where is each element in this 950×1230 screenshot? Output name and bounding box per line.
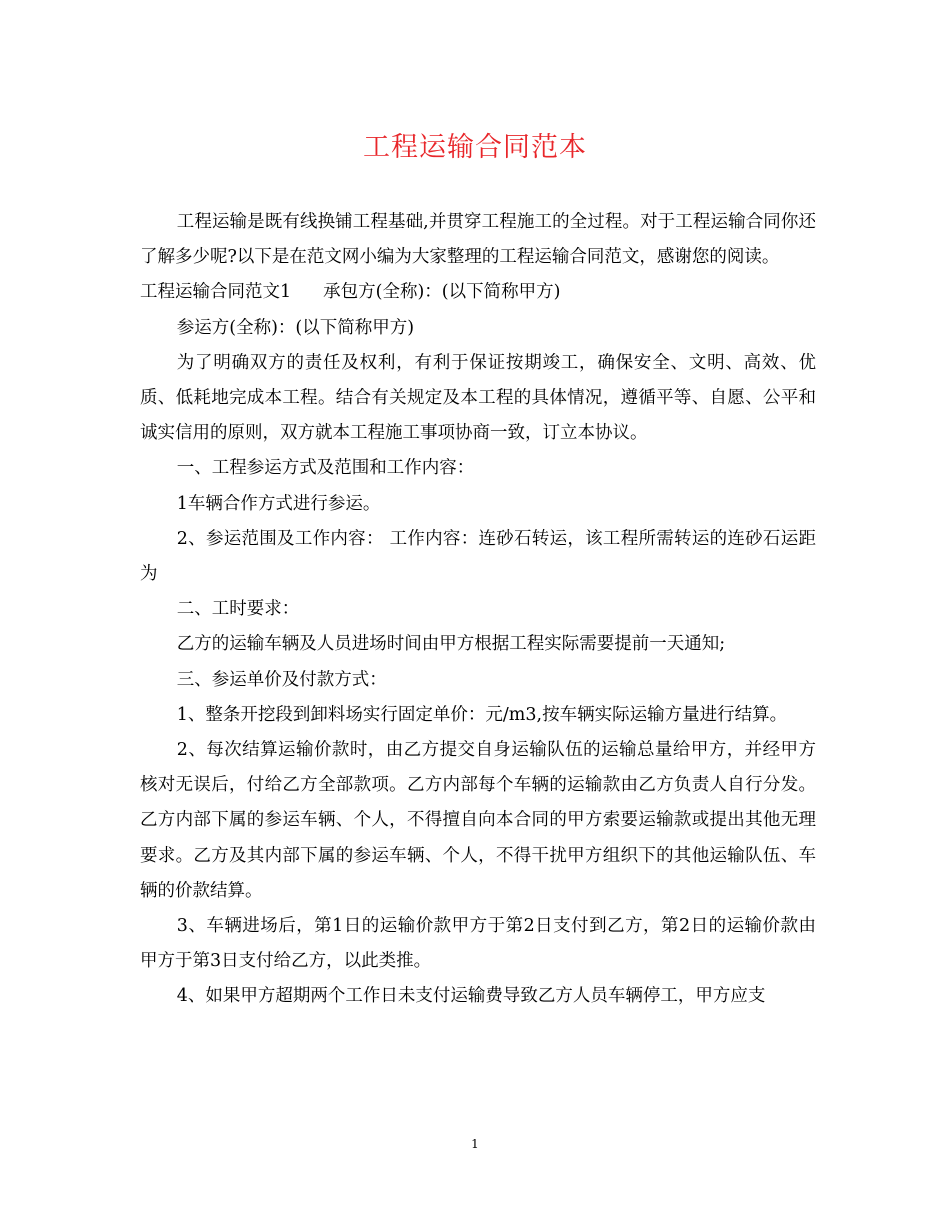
- page-number: 1: [471, 1137, 479, 1151]
- clause-2-1: 乙方的运输车辆及人员进场时间由甲方根据工程实际需要提前一天通知;: [176, 634, 726, 655]
- sample-heading: 工程运输合同范文1: [140, 282, 292, 303]
- sample-heading-line: [140, 275, 816, 310]
- paragraph-purpose: 为了明确双方的责任及权利，有利于保证按期竣工，确保安全、文明、高效、优质、低耗地完成本工程。结合有关规定及本工程的具体情况，遵循平等、自愿、公平和诚实信用的原则，双方就本工程施工事项协商一致，订立本协议。: [140, 352, 816, 444]
- document-body: [140, 205, 816, 1015]
- clause-1-1: 1车辆合作方式进行参运。: [176, 493, 381, 514]
- document-title: 工程运输合同范本: [363, 132, 587, 163]
- clause-3-4: 4、如果甲方超期两个工作日未支付运输费导致乙方人员车辆停工，甲方应支: [176, 986, 766, 1007]
- clause-3-2: 2、每次结算运输价款时，由乙方提交自身运输队伍的运输总量给甲方，并经甲方核对无误后，付给乙方全部款项。乙方内部每个车辆的运输款由乙方负责人自行分发。乙方内部下属的参运车辆、个人，不得擅自向本合同的甲方索要运输款或提出其他无理要求。乙方及其内部下属的参运车辆、个人，不得干扰甲方组织下的其他运输队伍、车辆的价款结算。: [140, 740, 816, 901]
- clause-1-2: 2、参运范围及工作内容： 工作内容：连砂石转运，该工程所需转运的连砂石运距为: [140, 528, 816, 585]
- section-heading-3: 三、参运单价及付款方式：: [176, 669, 387, 690]
- party-b-line: 参运方(全称)：(以下简称甲方): [176, 317, 415, 338]
- clause-3-3: 3、车辆进场后，第1日的运输价款甲方于第2日支付到乙方，第2日的运输价款由甲方于第3日支付给乙方，以此类推。: [140, 916, 816, 972]
- section-heading-1: 一、工程参运方式及范围和工作内容：: [176, 458, 475, 479]
- intro-paragraph: 工程运输是既有线换铺工程基础,并贯穿工程施工的全过程。对于工程运输合同你还了解多少呢?以下是在范文网小编为大家整理的工程运输合同范文，感谢您的阅读。: [140, 212, 816, 268]
- clause-3-1: 1、整条开挖段到卸料场实行固定单价：元/m3,按车辆实际运输方量进行结算。: [176, 704, 788, 725]
- party-a-line: 承包方(全称)：(以下简称甲方): [323, 282, 561, 303]
- section-heading-2: 二、工时要求：: [176, 599, 300, 620]
